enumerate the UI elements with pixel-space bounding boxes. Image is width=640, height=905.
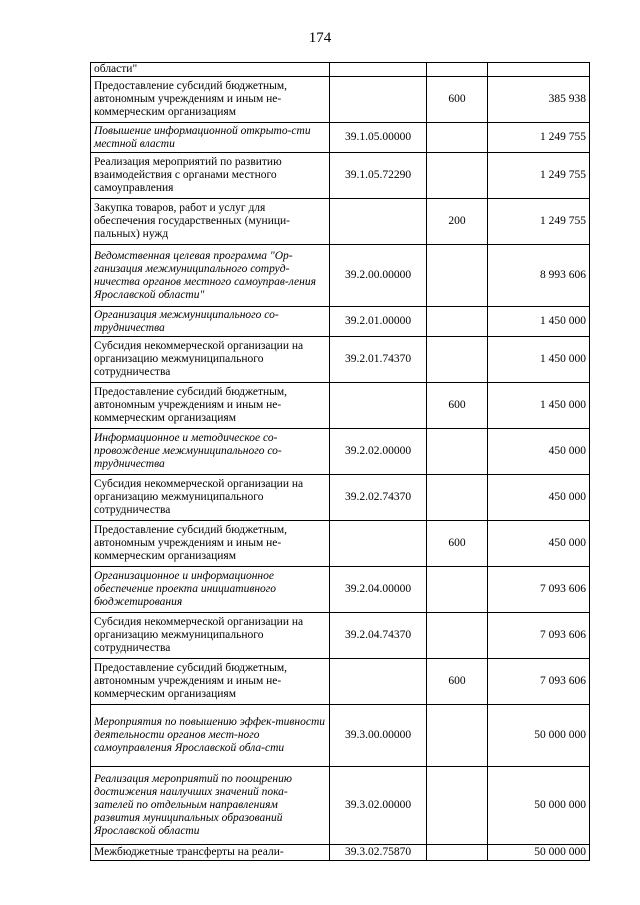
row-expense-type-cell: 600 bbox=[427, 77, 488, 123]
table-row bbox=[91, 307, 590, 337]
table-row bbox=[91, 199, 590, 245]
row-code-cell: 39.2.04.74370 bbox=[330, 613, 427, 659]
row-name-cell: области" bbox=[91, 63, 330, 77]
table-row bbox=[91, 845, 590, 861]
row-code-cell bbox=[330, 383, 427, 429]
row-code-cell bbox=[330, 521, 427, 567]
row-sum-cell: 50 000 000 bbox=[488, 705, 590, 767]
row-name-cell: Закупка товаров, работ и услуг для обеспечения государственных (муници-пальных) нужд bbox=[91, 199, 330, 245]
row-code-cell: 39.1.05.00000 bbox=[330, 123, 427, 153]
row-name-cell: Ведомственная целевая программа "Ор-ганизация межмуниципального сотруд-ничества органов местного самоуправ-ления Ярославской области" bbox=[91, 245, 330, 307]
row-name-cell: Информационное и методическое со-провождение межмуниципального со-трудничества bbox=[91, 429, 330, 475]
table-row bbox=[91, 245, 590, 307]
row-expense-type-cell bbox=[427, 567, 488, 613]
row-expense-type-cell: 600 bbox=[427, 659, 488, 705]
row-expense-type-cell: 600 bbox=[427, 521, 488, 567]
row-expense-type-cell bbox=[427, 475, 488, 521]
table-row bbox=[91, 153, 590, 199]
row-sum-cell: 1 249 755 bbox=[488, 153, 590, 199]
table-row bbox=[91, 475, 590, 521]
row-sum-cell: 1 450 000 bbox=[488, 383, 590, 429]
row-code-cell: 39.2.02.74370 bbox=[330, 475, 427, 521]
row-name-cell: Предоставление субсидий бюджетным, автономным учреждениям и иным не-коммерческим организациям bbox=[91, 659, 330, 705]
row-expense-type-cell bbox=[427, 307, 488, 337]
table-row bbox=[91, 659, 590, 705]
row-sum-cell: 1 450 000 bbox=[488, 307, 590, 337]
table-row bbox=[91, 521, 590, 567]
row-expense-type-cell bbox=[427, 767, 488, 845]
row-expense-type-cell: 200 bbox=[427, 199, 488, 245]
row-name-cell: Субсидия некоммерческой организации на организацию межмуниципального сотрудничества bbox=[91, 613, 330, 659]
row-expense-type-cell bbox=[427, 63, 488, 77]
table-row bbox=[91, 383, 590, 429]
row-expense-type-cell bbox=[427, 429, 488, 475]
budget-table-body bbox=[91, 63, 590, 861]
row-sum-cell: 8 993 606 bbox=[488, 245, 590, 307]
row-sum-cell: 50 000 000 bbox=[488, 767, 590, 845]
row-code-cell: 39.3.00.00000 bbox=[330, 705, 427, 767]
row-expense-type-cell bbox=[427, 337, 488, 383]
row-sum-cell: 50 000 000 bbox=[488, 845, 590, 861]
row-code-cell bbox=[330, 77, 427, 123]
row-name-cell: Реализация мероприятий по поощрению достижения наилучших значений пока-зателей по отдельным направлениям развития муниципальных образований Ярославской области bbox=[91, 767, 330, 845]
row-sum-cell: 7 093 606 bbox=[488, 567, 590, 613]
row-name-cell: Организационное и информационное обеспечение проекта инициативного бюджетирования bbox=[91, 567, 330, 613]
budget-table bbox=[90, 62, 590, 861]
row-name-cell: Организация межмуниципального со-трудничества bbox=[91, 307, 330, 337]
row-name-cell: Субсидия некоммерческой организации на организацию межмуниципального сотрудничества bbox=[91, 475, 330, 521]
row-sum-cell: 450 000 bbox=[488, 475, 590, 521]
row-expense-type-cell bbox=[427, 705, 488, 767]
row-code-cell: 39.2.01.74370 bbox=[330, 337, 427, 383]
row-code-cell bbox=[330, 659, 427, 705]
row-sum-cell bbox=[488, 63, 590, 77]
table-row bbox=[91, 567, 590, 613]
row-code-cell: 39.2.04.00000 bbox=[330, 567, 427, 613]
row-sum-cell: 7 093 606 bbox=[488, 659, 590, 705]
row-sum-cell: 450 000 bbox=[488, 429, 590, 475]
row-expense-type-cell bbox=[427, 245, 488, 307]
row-name-cell: Повышение информационной открыто-сти местной власти bbox=[91, 123, 330, 153]
page-number: 174 bbox=[308, 30, 332, 46]
row-name-cell: Субсидия некоммерческой организации на организацию межмуниципального сотрудничества bbox=[91, 337, 330, 383]
table-row bbox=[91, 337, 590, 383]
row-sum-cell: 1 249 755 bbox=[488, 123, 590, 153]
table-row bbox=[91, 429, 590, 475]
row-sum-cell: 385 938 bbox=[488, 77, 590, 123]
row-code-cell: 39.2.01.00000 bbox=[330, 307, 427, 337]
table-row bbox=[91, 77, 590, 123]
row-code-cell: 39.3.02.00000 bbox=[330, 767, 427, 845]
row-expense-type-cell bbox=[427, 153, 488, 199]
table-row bbox=[91, 123, 590, 153]
row-name-cell: Предоставление субсидий бюджетным, автономным учреждениям и иным не-коммерческим организациям bbox=[91, 77, 330, 123]
row-name-cell: Межбюджетные трансферты на реали- bbox=[91, 845, 330, 861]
row-code-cell: 39.3.02.75870 bbox=[330, 845, 427, 861]
row-name-cell: Реализация мероприятий по развитию взаимодействия с органами местного самоуправления bbox=[91, 153, 330, 199]
row-code-cell bbox=[330, 199, 427, 245]
row-name-cell: Предоставление субсидий бюджетным, автономным учреждениям и иным не-коммерческим организациям bbox=[91, 521, 330, 567]
row-expense-type-cell bbox=[427, 613, 488, 659]
row-sum-cell: 1 450 000 bbox=[488, 337, 590, 383]
row-name-cell: Мероприятия по повышению эффек-тивности деятельности органов мест-ного самоуправления Ярославской обла-сти bbox=[91, 705, 330, 767]
row-code-cell: 39.2.02.00000 bbox=[330, 429, 427, 475]
table-row bbox=[91, 767, 590, 845]
row-code-cell bbox=[330, 63, 427, 77]
row-name-cell: Предоставление субсидий бюджетным, автономным учреждениям и иным не-коммерческим организациям bbox=[91, 383, 330, 429]
row-code-cell: 39.1.05.72290 bbox=[330, 153, 427, 199]
table-row bbox=[91, 705, 590, 767]
row-expense-type-cell bbox=[427, 123, 488, 153]
table-row bbox=[91, 613, 590, 659]
row-code-cell: 39.2.00.00000 bbox=[330, 245, 427, 307]
row-expense-type-cell: 600 bbox=[427, 383, 488, 429]
row-expense-type-cell bbox=[427, 845, 488, 861]
table-row bbox=[91, 63, 590, 77]
row-sum-cell: 450 000 bbox=[488, 521, 590, 567]
row-sum-cell: 1 249 755 bbox=[488, 199, 590, 245]
row-sum-cell: 7 093 606 bbox=[488, 613, 590, 659]
